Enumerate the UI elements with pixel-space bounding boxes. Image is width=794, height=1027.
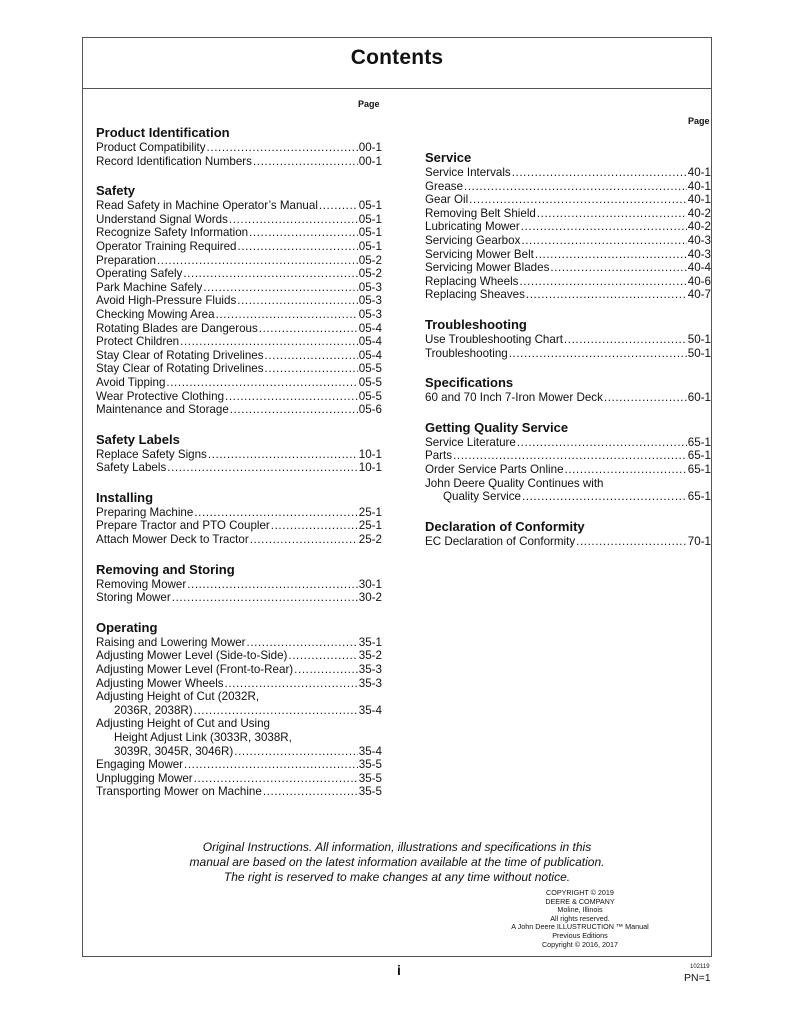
toc-leader-dots	[522, 490, 687, 504]
toc-leader-dots	[194, 772, 358, 786]
toc-section	[96, 621, 382, 799]
toc-entry-title: Park Machine Safely	[96, 280, 203, 294]
toc-entry[interactable]	[96, 376, 382, 390]
toc-entry[interactable]	[425, 261, 711, 275]
toc-entry-title: Storing Mower	[96, 591, 171, 605]
toc-entry[interactable]	[96, 199, 382, 213]
toc-entry[interactable]	[96, 704, 382, 718]
toc-entry-title: Servicing Mower Belt	[425, 247, 534, 261]
toc-section	[96, 563, 382, 605]
toc-entry-page: 60-1	[687, 391, 711, 405]
toc-entry[interactable]	[425, 234, 711, 248]
toc-leader-dots	[521, 234, 686, 248]
toc-entry-page: 05-4	[358, 348, 382, 362]
toc-entry[interactable]	[425, 207, 711, 221]
toc-entry-title: Engaging Mower	[96, 758, 184, 772]
toc-leader-dots	[564, 333, 687, 347]
toc-section	[96, 126, 382, 168]
toc-entry-title: Order Service Parts Online	[425, 462, 564, 476]
toc-entry[interactable]	[96, 506, 382, 520]
toc-entry-title: Service Literature	[425, 435, 516, 449]
toc-entry-page: 25-1	[358, 505, 382, 519]
toc-section	[425, 151, 711, 302]
toc-entry-page: 30-2	[358, 591, 382, 605]
toc-entry-title: Adjusting Mower Level (Side-to-Side)	[96, 649, 288, 663]
toc-entry-line: Height Adjust Link (3033R, 3038R,	[114, 731, 292, 744]
toc-entry-page: 05-1	[358, 199, 382, 213]
toc-entry-title: Attach Mower Deck to Tractor	[96, 533, 249, 547]
toc-entry[interactable]	[96, 294, 382, 308]
toc-entry[interactable]	[96, 519, 382, 533]
copyright-line: Previous Editions	[552, 930, 608, 940]
toc-entry-page: 40-6	[687, 274, 711, 288]
toc-entry[interactable]	[96, 349, 382, 363]
toc-entry-page: 40-7	[687, 288, 711, 302]
toc-entry[interactable]	[96, 578, 382, 592]
toc-leader-dots	[521, 220, 687, 234]
toc-entry-page: 40-4	[687, 261, 711, 275]
toc-entry-page: 35-3	[358, 663, 382, 677]
toc-section	[425, 421, 711, 504]
toc-leader-dots	[187, 578, 358, 592]
toc-entry[interactable]	[96, 335, 382, 349]
toc-entry-title: Grease	[425, 179, 464, 193]
toc-leader-dots	[225, 390, 358, 404]
toc-entry-title: Prepare Tractor and PTO Coupler	[96, 519, 270, 533]
toc-entry-title: Service Intervals	[425, 166, 511, 179]
toc-entry-page: 05-4	[358, 335, 382, 349]
copyright-line: All rights reserved.	[550, 913, 610, 923]
toc-leader-dots	[183, 267, 357, 281]
section-title: Getting Quality Service	[425, 419, 569, 435]
toc-leader-dots	[172, 591, 358, 605]
toc-entry-page: 00-1	[358, 141, 382, 154]
toc-leader-dots	[263, 785, 358, 799]
toc-entry-title: Stay Clear of Rotating Drivelines	[96, 348, 264, 362]
toc-entry-title: Replacing Sheaves	[425, 288, 525, 302]
toc-leader-dots	[157, 254, 358, 268]
copyright-line: Copyright © 2016, 2017	[541, 939, 619, 949]
toc-leader-dots	[194, 704, 358, 718]
section-title: Product Identification	[96, 125, 230, 140]
toc-leader-dots	[537, 207, 687, 221]
toc-entry-title: Servicing Mower Blades	[425, 261, 550, 275]
toc-leader-dots	[565, 463, 687, 477]
toc-entry-page: 40-2	[687, 220, 711, 234]
toc-leader-dots	[253, 155, 358, 169]
section-title: Safety Labels	[96, 431, 180, 447]
section-title: Service	[425, 150, 472, 165]
right-column	[425, 151, 711, 564]
section-title: Declaration of Conformity	[425, 518, 585, 534]
toc-entry-page: 35-1	[358, 635, 382, 649]
toc-entry-page: 40-1	[687, 166, 711, 179]
toc-entry[interactable]	[96, 758, 382, 772]
toc-entry-title: Checking Mowing Area	[96, 307, 215, 321]
toc-entry-page: 40-2	[687, 206, 711, 220]
toc-entry-title: Adjusting Mower Wheels	[96, 676, 224, 690]
copyright-line: COPYRIGHT © 2019	[546, 888, 614, 897]
toc-leader-dots	[265, 349, 358, 363]
toc-entry-title: 3039R, 3045R, 3046R)	[114, 744, 234, 758]
toc-entry-title: Troubleshooting	[425, 346, 508, 360]
toc-entry-page: 35-4	[358, 744, 382, 758]
left-column	[96, 126, 382, 815]
toc-entry-page: 35-5	[358, 771, 382, 785]
toc-entry-title: Maintenance and Storage	[96, 403, 229, 417]
toc-entry-title: Understand Signal Words	[96, 212, 228, 226]
toc-leader-dots	[509, 347, 687, 361]
toc-entry-page: 35-5	[358, 758, 382, 772]
toc-leader-dots	[180, 335, 358, 349]
toc-entry[interactable]	[96, 213, 382, 227]
toc-entry-page: 05-6	[358, 403, 382, 417]
copyright-line: DEERE & COMPANY	[545, 896, 615, 906]
toc-leader-dots	[550, 261, 686, 275]
toc-entry-page: 05-2	[358, 253, 382, 267]
toc-entry-page: 35-5	[358, 785, 382, 799]
toc-entry-title: 2036R, 2038R)	[114, 703, 193, 717]
toc-entry[interactable]	[96, 636, 382, 650]
toc-entry-title: Protect Children	[96, 335, 180, 349]
toc-entry[interactable]	[96, 308, 382, 322]
toc-entry-title: Avoid High-Pressure Fluids	[96, 294, 237, 308]
footer-note-line: Original Instructions. All information, illustrations and specifications in this	[202, 840, 592, 854]
toc-leader-dots	[519, 275, 686, 289]
left-page-header: Page	[358, 99, 380, 109]
toc-entry[interactable]	[96, 390, 382, 404]
toc-leader-dots	[166, 376, 357, 390]
page-title: Contents	[350, 46, 444, 69]
toc-leader-dots	[238, 240, 358, 254]
toc-section	[96, 433, 382, 475]
toc-entry-page: 05-1	[358, 239, 382, 253]
toc-leader-dots	[229, 213, 358, 227]
toc-entry-page: 40-1	[687, 179, 711, 193]
toc-entry-title: Removing Belt Shield	[425, 206, 536, 220]
page-number: i	[397, 962, 401, 978]
toc-entry[interactable]	[96, 785, 382, 799]
toc-entry-page: 50-1	[687, 332, 711, 346]
right-page-header: Page	[688, 116, 710, 126]
toc-leader-dots	[167, 461, 358, 475]
toc-entry[interactable]	[96, 649, 382, 663]
toc-leader-dots	[526, 288, 687, 302]
footer-note	[82, 840, 712, 885]
toc-leader-dots	[249, 226, 358, 240]
toc-entry-title: Operator Training Required	[96, 239, 237, 253]
toc-leader-dots	[250, 533, 358, 547]
toc-entry-page: 10-1	[358, 447, 382, 461]
toc-entry-page: 65-1	[687, 490, 711, 504]
section-title: Installing	[96, 489, 154, 505]
toc-entry-title: Avoid Tipping	[96, 375, 166, 389]
toc-entry-title: Gear Oil	[425, 193, 469, 207]
toc-entry[interactable]	[425, 193, 711, 207]
toc-entry[interactable]	[425, 449, 711, 463]
toc-entry-page: 05-3	[358, 307, 382, 321]
toc-entry-title: Use Troubleshooting Chart	[425, 332, 563, 346]
toc-entry-page: 35-2	[358, 649, 382, 663]
toc-entry-title: Preparing Machine	[96, 505, 194, 519]
section-title: Troubleshooting	[425, 316, 527, 332]
toc-entry[interactable]	[425, 347, 711, 361]
toc-entry[interactable]	[425, 166, 711, 180]
toc-entry-title: EC Declaration of Conformity	[425, 534, 576, 548]
toc-entry[interactable]	[96, 362, 382, 376]
toc-entry[interactable]	[96, 322, 382, 336]
toc-entry-page: 25-2	[358, 533, 382, 547]
toc-leader-dots	[203, 281, 357, 295]
toc-leader-dots	[259, 322, 358, 336]
toc-entry-page: 05-1	[358, 212, 382, 226]
toc-entry[interactable]	[96, 240, 382, 254]
toc-entry-title: Replacing Wheels	[425, 274, 519, 288]
toc-leader-dots	[517, 436, 687, 450]
toc-entry[interactable]	[425, 180, 711, 194]
toc-section	[425, 376, 711, 405]
toc-entry-line: Adjusting Height of Cut (2032R,	[96, 690, 260, 704]
toc-entry[interactable]	[425, 490, 711, 504]
toc-entry-page: 05-1	[358, 226, 382, 240]
toc-entry-line: John Deere Quality Continues with	[425, 476, 604, 490]
toc-entry-page: 70-1	[687, 534, 711, 548]
copyright-block	[497, 889, 663, 949]
copyright-line: Moline, Illinois	[557, 905, 603, 915]
toc-entry-page: 40-3	[687, 247, 711, 261]
toc-entry[interactable]	[96, 745, 382, 759]
toc-entry[interactable]	[425, 288, 711, 302]
toc-entry-title: Product Compatibility	[96, 141, 206, 154]
toc-entry-page: 65-1	[687, 435, 711, 449]
toc-entry[interactable]	[425, 436, 711, 450]
toc-entry[interactable]	[425, 275, 711, 289]
section-title: Removing and Storing	[96, 561, 235, 577]
toc-entry[interactable]	[96, 141, 382, 155]
toc-leader-dots	[288, 649, 357, 663]
toc-entry[interactable]	[96, 281, 382, 295]
toc-entry[interactable]	[425, 248, 711, 262]
toc-leader-dots	[271, 519, 358, 533]
toc-entry[interactable]	[96, 403, 382, 417]
toc-leader-dots	[265, 362, 358, 376]
toc-entry-page: 25-1	[358, 519, 382, 533]
toc-leader-dots	[208, 448, 358, 462]
toc-entry-title: Parts	[425, 449, 453, 463]
toc-entry-title: Adjusting Mower Level (Front-to-Rear)	[96, 663, 294, 677]
toc-leader-dots	[184, 758, 358, 772]
toc-entry-page: 40-3	[687, 233, 711, 247]
toc-entry-page: 05-3	[358, 280, 382, 294]
toc-entry-page: 65-1	[687, 462, 711, 476]
toc-leader-dots	[237, 294, 358, 308]
toc-entry-page: 05-5	[358, 389, 382, 403]
toc-entry-page: 40-1	[687, 193, 711, 207]
toc-leader-dots	[194, 506, 357, 520]
toc-leader-dots	[512, 166, 687, 180]
toc-entry-page: 05-3	[358, 294, 382, 308]
toc-entry-title: Quality Service	[443, 490, 521, 504]
toc-entry-title: Servicing Gearbox	[425, 233, 521, 247]
toc-entry[interactable]	[425, 391, 711, 405]
toc-entry[interactable]	[96, 461, 382, 475]
toc-leader-dots	[230, 403, 358, 417]
toc-entry[interactable]	[96, 267, 382, 281]
toc-leader-dots	[207, 141, 358, 155]
toc-entry-page: 65-1	[687, 449, 711, 463]
toc-entry-page: 00-1	[358, 154, 382, 168]
toc-entry-title: Preparation	[96, 253, 156, 267]
toc-entry-title: Read Safety in Machine Operator’s Manual	[96, 199, 318, 213]
footer-note-line: manual are based on the latest information available at the time of publication.	[189, 855, 605, 869]
toc-entry-line: Adjusting Height of Cut and Using	[96, 717, 271, 731]
toc-section	[96, 184, 382, 417]
toc-entry-title: Removing Mower	[96, 577, 187, 591]
toc-entry[interactable]	[425, 333, 711, 347]
toc-entry-title: Raising and Lowering Mower	[96, 635, 246, 649]
date-code: 102119	[690, 964, 710, 970]
toc-entry-page: 05-5	[358, 375, 382, 389]
toc-section	[425, 520, 711, 549]
toc-entry-page: 05-2	[358, 267, 382, 281]
toc-entry[interactable]	[96, 772, 382, 786]
toc-entry-title: Recognize Safety Information	[96, 226, 249, 240]
toc-leader-dots	[225, 677, 358, 691]
toc-entry-page: 10-1	[358, 461, 382, 475]
footer-note-line: The right is reserved to make changes at any time without notice.	[223, 870, 571, 884]
toc-entry-title: Lubricating Mower	[425, 220, 520, 234]
toc-leader-dots	[234, 745, 358, 759]
toc-leader-dots	[604, 391, 687, 405]
toc-entry-title: 60 and 70 Inch 7-Iron Mower Deck	[425, 391, 603, 405]
toc-leader-dots	[319, 199, 358, 213]
toc-entry[interactable]	[425, 535, 711, 549]
toc-entry[interactable]	[425, 220, 711, 234]
toc-entry-page: 35-4	[358, 703, 382, 717]
toc-entry[interactable]	[96, 677, 382, 691]
toc-entry-page: 50-1	[687, 346, 711, 360]
toc-leader-dots	[576, 535, 687, 549]
toc-entry[interactable]	[425, 463, 711, 477]
toc-leader-dots	[247, 636, 358, 650]
toc-entry-title: Operating Safely	[96, 267, 183, 281]
copyright-line: A John Deere ILLUSTRUCTION ™ Manual	[511, 922, 649, 932]
toc-entry[interactable]	[96, 155, 382, 169]
toc-entry-title: Rotating Blades are Dangerous	[96, 321, 258, 335]
toc-entry-page: 30-1	[358, 577, 382, 591]
toc-section	[96, 491, 382, 547]
toc-entry[interactable]	[96, 663, 382, 677]
toc-leader-dots	[216, 308, 358, 322]
toc-entry[interactable]	[96, 254, 382, 268]
toc-leader-dots	[464, 180, 687, 194]
toc-leader-dots	[469, 193, 687, 207]
section-title: Safety	[96, 183, 136, 199]
toc-entry-page: 35-3	[358, 676, 382, 690]
toc-entry-title: Safety Labels	[96, 461, 167, 475]
section-title: Specifications	[425, 375, 514, 391]
toc-leader-dots	[453, 449, 687, 463]
toc-leader-dots	[535, 248, 687, 262]
toc-entry[interactable]	[96, 533, 382, 547]
toc-entry-title: Replace Safety Signs	[96, 447, 207, 461]
toc-entry-title: Stay Clear of Rotating Drivelines	[96, 362, 264, 376]
toc-entry[interactable]	[96, 226, 382, 240]
toc-entry[interactable]	[96, 448, 382, 462]
toc-entry-title: Record Identification Numbers	[96, 154, 252, 168]
toc-leader-dots	[294, 663, 358, 677]
section-title: Operating	[96, 619, 158, 635]
toc-entry-title: Transporting Mower on Machine	[96, 785, 262, 799]
toc-entry-title: Wear Protective Clothing	[96, 389, 225, 403]
toc-entry-title: Unplugging Mower	[96, 771, 193, 785]
toc-entry[interactable]	[96, 591, 382, 605]
toc-section	[425, 318, 711, 360]
toc-entry-page: 05-4	[358, 321, 382, 335]
toc-entry-page: 05-5	[358, 362, 382, 376]
pn-label: PN=1	[684, 972, 711, 984]
title-divider	[82, 88, 712, 89]
